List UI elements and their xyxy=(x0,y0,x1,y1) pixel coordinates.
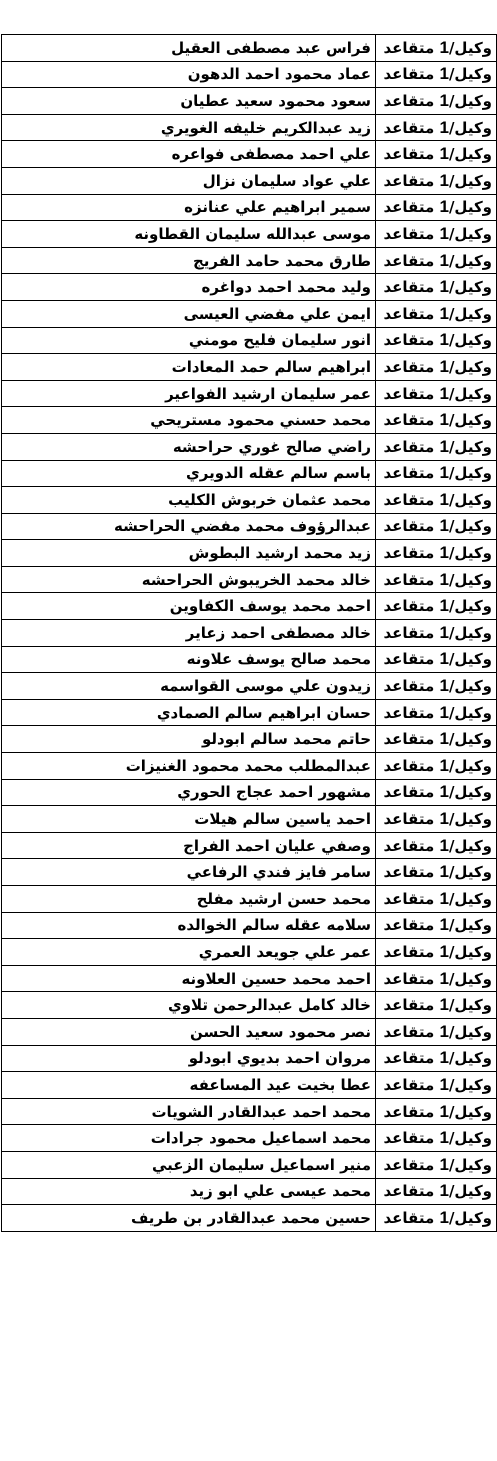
table-row xyxy=(2,699,497,726)
rank-cell xyxy=(376,513,497,540)
person-name: علي عواد سليمان نزال xyxy=(2,167,376,194)
rank-number: 1 xyxy=(439,888,449,908)
rank-cell xyxy=(376,1018,497,1045)
rank-cell xyxy=(376,327,497,354)
rank-number: 1 xyxy=(439,915,449,935)
rank-number: 1 xyxy=(439,1154,449,1174)
rank-number: 1 xyxy=(439,862,449,882)
rank-title: وكيل/ xyxy=(448,224,492,243)
rank-number: 1 xyxy=(439,223,449,243)
rank-status: متقاعد xyxy=(383,996,440,1015)
rank-number: 1 xyxy=(439,144,449,164)
person-name: احمد محمد يوسف الكفاوين xyxy=(2,593,376,620)
person-name: خالد مصطفى احمد زعاير xyxy=(2,620,376,647)
rank-cell xyxy=(376,141,497,168)
person-name: احمد ياسين سالم هيلات xyxy=(2,806,376,833)
rank-status: متقاعد xyxy=(383,677,440,696)
rank-status: متقاعد xyxy=(383,597,440,616)
rank-title: وكيل/ xyxy=(448,384,492,403)
person-name: وصفي عليان احمد الفراج xyxy=(2,832,376,859)
rank-status: متقاعد xyxy=(383,1155,440,1174)
rank-cell xyxy=(376,620,497,647)
rank-number: 1 xyxy=(439,755,449,775)
rank-cell xyxy=(376,460,497,487)
rank-title: وكيل/ xyxy=(448,145,492,164)
rank-number: 1 xyxy=(439,596,449,616)
rank-title: وكيل/ xyxy=(448,969,492,988)
rank-number: 1 xyxy=(439,250,449,270)
person-name: حسان ابراهيم سالم الصمادي xyxy=(2,699,376,726)
table-row xyxy=(2,912,497,939)
rank-number: 1 xyxy=(439,197,449,217)
rank-title: وكيل/ xyxy=(448,1102,492,1121)
table-row xyxy=(2,247,497,274)
table-row xyxy=(2,35,497,62)
rank-status: متقاعد xyxy=(383,916,440,935)
person-name: عمر علي جويعد العمري xyxy=(2,939,376,966)
table-row xyxy=(2,221,497,248)
table-row xyxy=(2,646,497,673)
rank-status: متقاعد xyxy=(383,623,440,642)
rank-title: وكيل/ xyxy=(448,278,492,297)
rank-status: متقاعد xyxy=(383,38,440,57)
roster-table xyxy=(1,34,497,1232)
person-name: مروان احمد بديوي ابودلو xyxy=(2,1045,376,1072)
rank-status: متقاعد xyxy=(383,251,440,270)
rank-title: وكيل/ xyxy=(448,650,492,669)
roster-body xyxy=(2,35,497,1232)
rank-number: 1 xyxy=(439,463,449,483)
rank-title: وكيل/ xyxy=(448,570,492,589)
rank-status: متقاعد xyxy=(383,836,440,855)
rank-title: وكيل/ xyxy=(448,357,492,376)
rank-title: وكيل/ xyxy=(448,916,492,935)
rank-cell xyxy=(376,886,497,913)
rank-cell xyxy=(376,566,497,593)
person-name: علي احمد مصطفى فواعره xyxy=(2,141,376,168)
rank-cell xyxy=(376,540,497,567)
table-row xyxy=(2,433,497,460)
rank-number: 1 xyxy=(439,995,449,1015)
person-name: نصر محمود سعيد الحسن xyxy=(2,1018,376,1045)
rank-title: وكيل/ xyxy=(448,1182,492,1201)
rank-number: 1 xyxy=(439,356,449,376)
rank-title: وكيل/ xyxy=(448,304,492,323)
rank-cell xyxy=(376,433,497,460)
rank-cell xyxy=(376,593,497,620)
rank-cell xyxy=(376,114,497,141)
rank-status: متقاعد xyxy=(383,570,440,589)
table-row xyxy=(2,673,497,700)
person-name: وليد محمد احمد دواغره xyxy=(2,274,376,301)
rank-title: وكيل/ xyxy=(448,996,492,1015)
table-row xyxy=(2,939,497,966)
table-row xyxy=(2,1098,497,1125)
table-row xyxy=(2,753,497,780)
person-name: عماد محمود احمد الدهون xyxy=(2,61,376,88)
person-name: محمد صالح يوسف علاونه xyxy=(2,646,376,673)
person-name: عمر سليمان ارشيد الفواعير xyxy=(2,380,376,407)
table-row xyxy=(2,114,497,141)
rank-status: متقاعد xyxy=(383,65,440,84)
person-name: فراس عبد مصطفى العقيل xyxy=(2,35,376,62)
rank-number: 1 xyxy=(439,1021,449,1041)
rank-title: وكيل/ xyxy=(448,251,492,270)
person-name: راضي صالح غوري حراحشه xyxy=(2,433,376,460)
rank-number: 1 xyxy=(439,543,449,563)
rank-title: وكيل/ xyxy=(448,38,492,57)
rank-status: متقاعد xyxy=(383,517,440,536)
rank-title: وكيل/ xyxy=(448,65,492,84)
table-row xyxy=(2,806,497,833)
rank-title: وكيل/ xyxy=(448,730,492,749)
rank-status: متقاعد xyxy=(383,304,440,323)
rank-cell xyxy=(376,939,497,966)
rank-title: وكيل/ xyxy=(448,1155,492,1174)
rank-title: وكيل/ xyxy=(448,1022,492,1041)
rank-cell xyxy=(376,832,497,859)
person-name: خالد محمد الخريبوش الحراحشه xyxy=(2,566,376,593)
rank-status: متقاعد xyxy=(383,544,440,563)
rank-title: وكيل/ xyxy=(448,1075,492,1094)
rank-cell xyxy=(376,779,497,806)
table-row xyxy=(2,726,497,753)
rank-cell xyxy=(376,912,497,939)
table-row xyxy=(2,1178,497,1205)
rank-cell xyxy=(376,247,497,274)
table-row xyxy=(2,274,497,301)
rank-title: وكيل/ xyxy=(448,464,492,483)
rank-cell xyxy=(376,753,497,780)
table-row xyxy=(2,167,497,194)
rank-title: وكيل/ xyxy=(448,171,492,190)
rank-status: متقاعد xyxy=(383,1049,440,1068)
rank-status: متقاعد xyxy=(383,437,440,456)
rank-title: وكيل/ xyxy=(448,544,492,563)
rank-title: وكيل/ xyxy=(448,677,492,696)
rank-title: وكيل/ xyxy=(448,597,492,616)
rank-number: 1 xyxy=(439,1128,449,1148)
rank-cell xyxy=(376,167,497,194)
table-row xyxy=(2,487,497,514)
rank-cell xyxy=(376,1178,497,1205)
table-row xyxy=(2,965,497,992)
rank-number: 1 xyxy=(439,516,449,536)
rank-number: 1 xyxy=(439,782,449,802)
table-row xyxy=(2,354,497,381)
person-name: محمد احمد عبدالقادر الشويات xyxy=(2,1098,376,1125)
rank-cell xyxy=(376,992,497,1019)
person-name: باسم سالم عقله الدويري xyxy=(2,460,376,487)
table-row xyxy=(2,460,497,487)
rank-number: 1 xyxy=(439,702,449,722)
table-row xyxy=(2,88,497,115)
table-row xyxy=(2,407,497,434)
rank-number: 1 xyxy=(439,170,449,190)
person-name: احمد محمد حسين العلاونه xyxy=(2,965,376,992)
rank-cell xyxy=(376,1125,497,1152)
rank-cell xyxy=(376,806,497,833)
person-name: محمد حسني محمود مستريحي xyxy=(2,407,376,434)
rank-title: وكيل/ xyxy=(448,1129,492,1148)
rank-cell xyxy=(376,354,497,381)
rank-number: 1 xyxy=(439,968,449,988)
rank-number: 1 xyxy=(439,277,449,297)
table-row xyxy=(2,1018,497,1045)
rank-title: وكيل/ xyxy=(448,517,492,536)
table-row xyxy=(2,1072,497,1099)
rank-number: 1 xyxy=(439,1048,449,1068)
person-name: زيد محمد ارشيد البطوش xyxy=(2,540,376,567)
rank-status: متقاعد xyxy=(383,91,440,110)
rank-title: وكيل/ xyxy=(448,437,492,456)
person-name: سامر فايز فندي الرفاعي xyxy=(2,859,376,886)
rank-status: متقاعد xyxy=(383,756,440,775)
rank-status: متقاعد xyxy=(383,278,440,297)
person-name: انور سليمان فليح مومني xyxy=(2,327,376,354)
table-row xyxy=(2,593,497,620)
table-row xyxy=(2,832,497,859)
rank-title: وكيل/ xyxy=(448,810,492,829)
person-name: محمد اسماعيل محمود جرادات xyxy=(2,1125,376,1152)
rank-number: 1 xyxy=(439,64,449,84)
table-row xyxy=(2,194,497,221)
rank-status: متقاعد xyxy=(383,331,440,350)
rank-title: وكيل/ xyxy=(448,783,492,802)
person-name: عطا بخيت عيد المساعفه xyxy=(2,1072,376,1099)
rank-status: متقاعد xyxy=(383,411,440,430)
rank-title: وكيل/ xyxy=(448,411,492,430)
rank-cell xyxy=(376,300,497,327)
rank-status: متقاعد xyxy=(383,703,440,722)
rank-title: وكيل/ xyxy=(448,198,492,217)
rank-status: متقاعد xyxy=(383,1208,440,1227)
rank-title: وكيل/ xyxy=(448,91,492,110)
rank-number: 1 xyxy=(439,1207,449,1227)
table-row xyxy=(2,992,497,1019)
rank-status: متقاعد xyxy=(383,384,440,403)
person-name: عبدالمطلب محمد محمود الغنيزات xyxy=(2,753,376,780)
table-row xyxy=(2,779,497,806)
table-row xyxy=(2,1045,497,1072)
person-name: زيد عبدالكريم خليفه الغويري xyxy=(2,114,376,141)
rank-number: 1 xyxy=(439,37,449,57)
rank-cell xyxy=(376,1098,497,1125)
rank-cell xyxy=(376,1072,497,1099)
person-name: حسين محمد عبدالقادر بن طريف xyxy=(2,1205,376,1232)
person-name: ايمن علي مفضي العيسى xyxy=(2,300,376,327)
person-name: محمد عثمان خربوش الكليب xyxy=(2,487,376,514)
rank-cell xyxy=(376,699,497,726)
rank-number: 1 xyxy=(439,835,449,855)
rank-title: وكيل/ xyxy=(448,836,492,855)
rank-cell xyxy=(376,88,497,115)
person-name: محمد حسن ارشيد مفلح xyxy=(2,886,376,913)
rank-number: 1 xyxy=(439,117,449,137)
person-name: سمير ابراهيم علي عنانزه xyxy=(2,194,376,221)
rank-number: 1 xyxy=(439,569,449,589)
table-row xyxy=(2,1205,497,1232)
rank-status: متقاعد xyxy=(383,1022,440,1041)
rank-status: متقاعد xyxy=(383,490,440,509)
rank-status: متقاعد xyxy=(383,969,440,988)
rank-cell xyxy=(376,221,497,248)
table-row xyxy=(2,327,497,354)
rank-status: متقاعد xyxy=(383,810,440,829)
rank-number: 1 xyxy=(439,90,449,110)
rank-title: وكيل/ xyxy=(448,1208,492,1227)
rank-cell xyxy=(376,1205,497,1232)
roster-sheet xyxy=(0,34,497,1232)
table-row xyxy=(2,620,497,647)
rank-cell xyxy=(376,274,497,301)
table-row xyxy=(2,513,497,540)
person-name: عبدالرؤوف محمد مفضي الحراحشه xyxy=(2,513,376,540)
person-name: زيدون علي موسى القواسمه xyxy=(2,673,376,700)
rank-title: وكيل/ xyxy=(448,623,492,642)
rank-status: متقاعد xyxy=(383,863,440,882)
person-name: موسى عبدالله سليمان القطاونه xyxy=(2,221,376,248)
rank-status: متقاعد xyxy=(383,783,440,802)
table-row xyxy=(2,1125,497,1152)
rank-number: 1 xyxy=(439,729,449,749)
person-name: سعود محمود سعيد عطيان xyxy=(2,88,376,115)
rank-status: متقاعد xyxy=(383,224,440,243)
rank-title: وكيل/ xyxy=(448,331,492,350)
rank-number: 1 xyxy=(439,941,449,961)
person-name: خالد كامل عبدالرحمن تلاوي xyxy=(2,992,376,1019)
rank-status: متقاعد xyxy=(383,145,440,164)
rank-cell xyxy=(376,673,497,700)
table-row xyxy=(2,886,497,913)
rank-cell xyxy=(376,407,497,434)
rank-title: وكيل/ xyxy=(448,756,492,775)
rank-number: 1 xyxy=(439,809,449,829)
rank-cell xyxy=(376,646,497,673)
rank-number: 1 xyxy=(439,383,449,403)
rank-status: متقاعد xyxy=(383,650,440,669)
table-row xyxy=(2,1151,497,1178)
rank-cell xyxy=(376,859,497,886)
rank-status: متقاعد xyxy=(383,889,440,908)
person-name: مشهور احمد عجاج الحوري xyxy=(2,779,376,806)
rank-title: وكيل/ xyxy=(448,942,492,961)
rank-status: متقاعد xyxy=(383,730,440,749)
rank-cell xyxy=(376,965,497,992)
person-name: محمد عيسى علي ابو زيد xyxy=(2,1178,376,1205)
rank-number: 1 xyxy=(439,303,449,323)
person-name: حاتم محمد سالم ابودلو xyxy=(2,726,376,753)
rank-number: 1 xyxy=(439,649,449,669)
person-name: ابراهيم سالم حمد المعادات xyxy=(2,354,376,381)
rank-cell xyxy=(376,726,497,753)
rank-number: 1 xyxy=(439,1074,449,1094)
rank-number: 1 xyxy=(439,622,449,642)
rank-status: متقاعد xyxy=(383,1102,440,1121)
rank-title: وكيل/ xyxy=(448,118,492,137)
rank-number: 1 xyxy=(439,330,449,350)
rank-cell xyxy=(376,61,497,88)
rank-number: 1 xyxy=(439,436,449,456)
rank-status: متقاعد xyxy=(383,1129,440,1148)
rank-cell xyxy=(376,1151,497,1178)
rank-status: متقاعد xyxy=(383,198,440,217)
rank-title: وكيل/ xyxy=(448,1049,492,1068)
rank-title: وكيل/ xyxy=(448,863,492,882)
rank-number: 1 xyxy=(439,489,449,509)
rank-title: وكيل/ xyxy=(448,889,492,908)
rank-title: وكيل/ xyxy=(448,703,492,722)
rank-cell xyxy=(376,35,497,62)
rank-cell xyxy=(376,194,497,221)
rank-status: متقاعد xyxy=(383,171,440,190)
person-name: منير اسماعيل سليمان الزعبي xyxy=(2,1151,376,1178)
rank-number: 1 xyxy=(439,1101,449,1121)
rank-status: متقاعد xyxy=(383,942,440,961)
rank-number: 1 xyxy=(439,676,449,696)
table-row xyxy=(2,300,497,327)
rank-number: 1 xyxy=(439,410,449,430)
rank-cell xyxy=(376,487,497,514)
person-name: سلامه عقله سالم الخوالده xyxy=(2,912,376,939)
table-row xyxy=(2,380,497,407)
person-name: طارق محمد حامد الفريج xyxy=(2,247,376,274)
table-row xyxy=(2,540,497,567)
rank-title: وكيل/ xyxy=(448,490,492,509)
rank-status: متقاعد xyxy=(383,1182,440,1201)
table-row xyxy=(2,859,497,886)
rank-cell xyxy=(376,380,497,407)
rank-status: متقاعد xyxy=(383,464,440,483)
rank-cell xyxy=(376,1045,497,1072)
rank-status: متقاعد xyxy=(383,357,440,376)
rank-status: متقاعد xyxy=(383,118,440,137)
table-row xyxy=(2,61,497,88)
table-row xyxy=(2,566,497,593)
rank-number: 1 xyxy=(439,1181,449,1201)
table-row xyxy=(2,141,497,168)
rank-status: متقاعد xyxy=(383,1075,440,1094)
